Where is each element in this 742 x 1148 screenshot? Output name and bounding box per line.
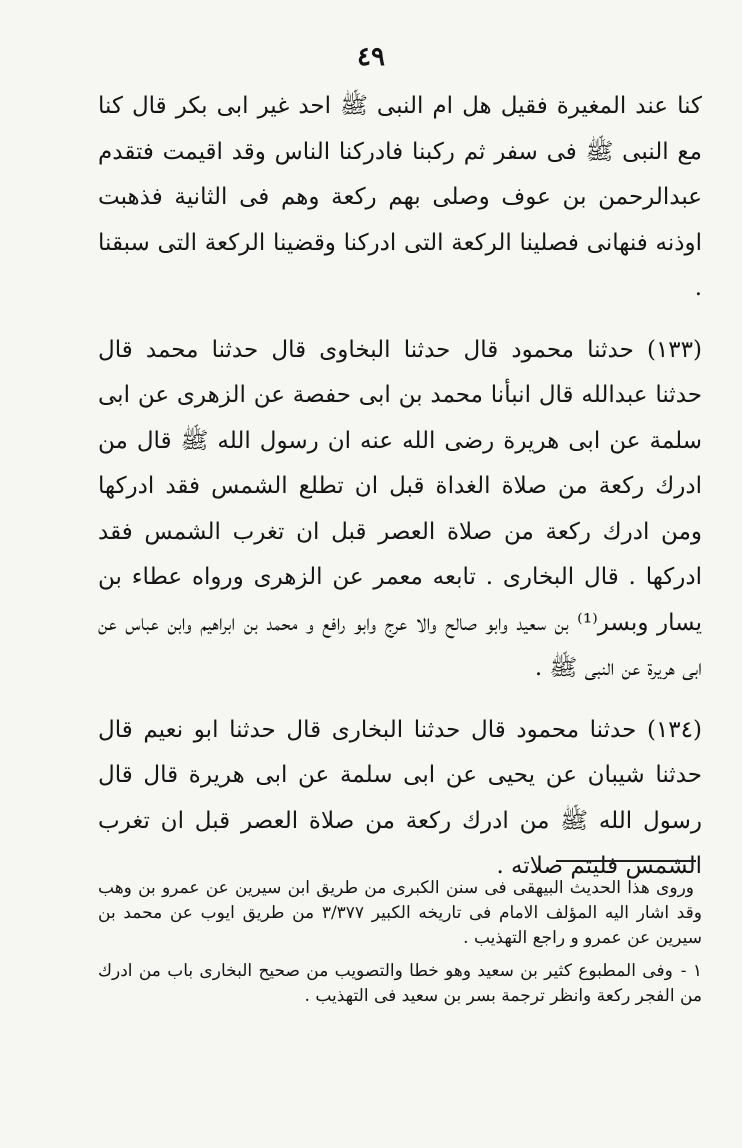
paragraph-continuation: كنا عند المغيرة فقيل هل ام النبى ﷺ احد غير ابى بكر قال كنا مع النبى ﷺ فى سفر ثم ركبنا فادركنا الناس وقد اقيمت فتقدم عبدالرحمن بن عوف وصلى بهم ركعة وهم فى الثانية فذهبت اوذنه فنهانى فصلينا الركعة التى ادركنا وقضينا الركعة التى سبقنا . (98, 93, 702, 301)
footnotes (98, 876, 702, 1017)
footnote-divider (556, 860, 696, 862)
footnote-text: وروى هذا الحديث البيهقى فى سنن الكبرى من طريق ابن سيرين عن عمرو بن وهب وقد اشار اليه المؤلف الامام فى تاريخه الكبير ٣/٣٧٧ من طريق ايوب عن محمد بن سيرين عن عمرو و راجع التهذيب . (98, 878, 702, 948)
paragraph-hadith-134: (١٣٤) حدثنا محمود قال حدثنا البخارى قال حدثنا ابو نعيم قال حدثنا شيبان عن يحيى عن ابى سلمة عن ابى هريرة قال قال رسول الله ﷺ من ادرك ركعة من صلاة العصر قبل ان تغرب الشمس فليتم صلاته . (98, 716, 702, 879)
paragraph-hadith-133: (١٣٣) حدثنا محمود قال حدثنا البخاوى قال حدثنا محمد قال حدثنا عبدالله قال انبأنا محمد بن ابى حفصة عن الزهرى عن ابى سلمة عن ابى هريرة رضى الله عنه ان رسول الله ﷺ قال من ادرك ركعة من صلاة الغداة قبل ان تطلع الشمس فقد ادركها ومن ادرك ركعة من صلاة العصر قبل ان تغرب الشمس فقد ادركها . قال البخارى . تابعه معمر عن الزهرى ورواه عطاء بن يسار وبسر⁽¹⁾ بن سعيد وابو صالح والا عرج وابو رافع و محمد بن ابراهيم وابن عباس عن ابى هريرة عن النبى ﷺ . (98, 336, 702, 681)
page-number: ٤٩ (357, 42, 385, 72)
footnote-item (98, 959, 702, 1009)
main-text (98, 84, 702, 890)
footnote-marker: ١ - (680, 961, 702, 981)
footnote-text: وفى المطبوع كثير بن سعيد وهو خطا والتصويب من صحيح البخارى باب من ادرك من الفجر ركعة وانظر ترجمة بسر بن سعيد فى التهذيب . (98, 961, 702, 1006)
footnote-item (98, 876, 702, 951)
